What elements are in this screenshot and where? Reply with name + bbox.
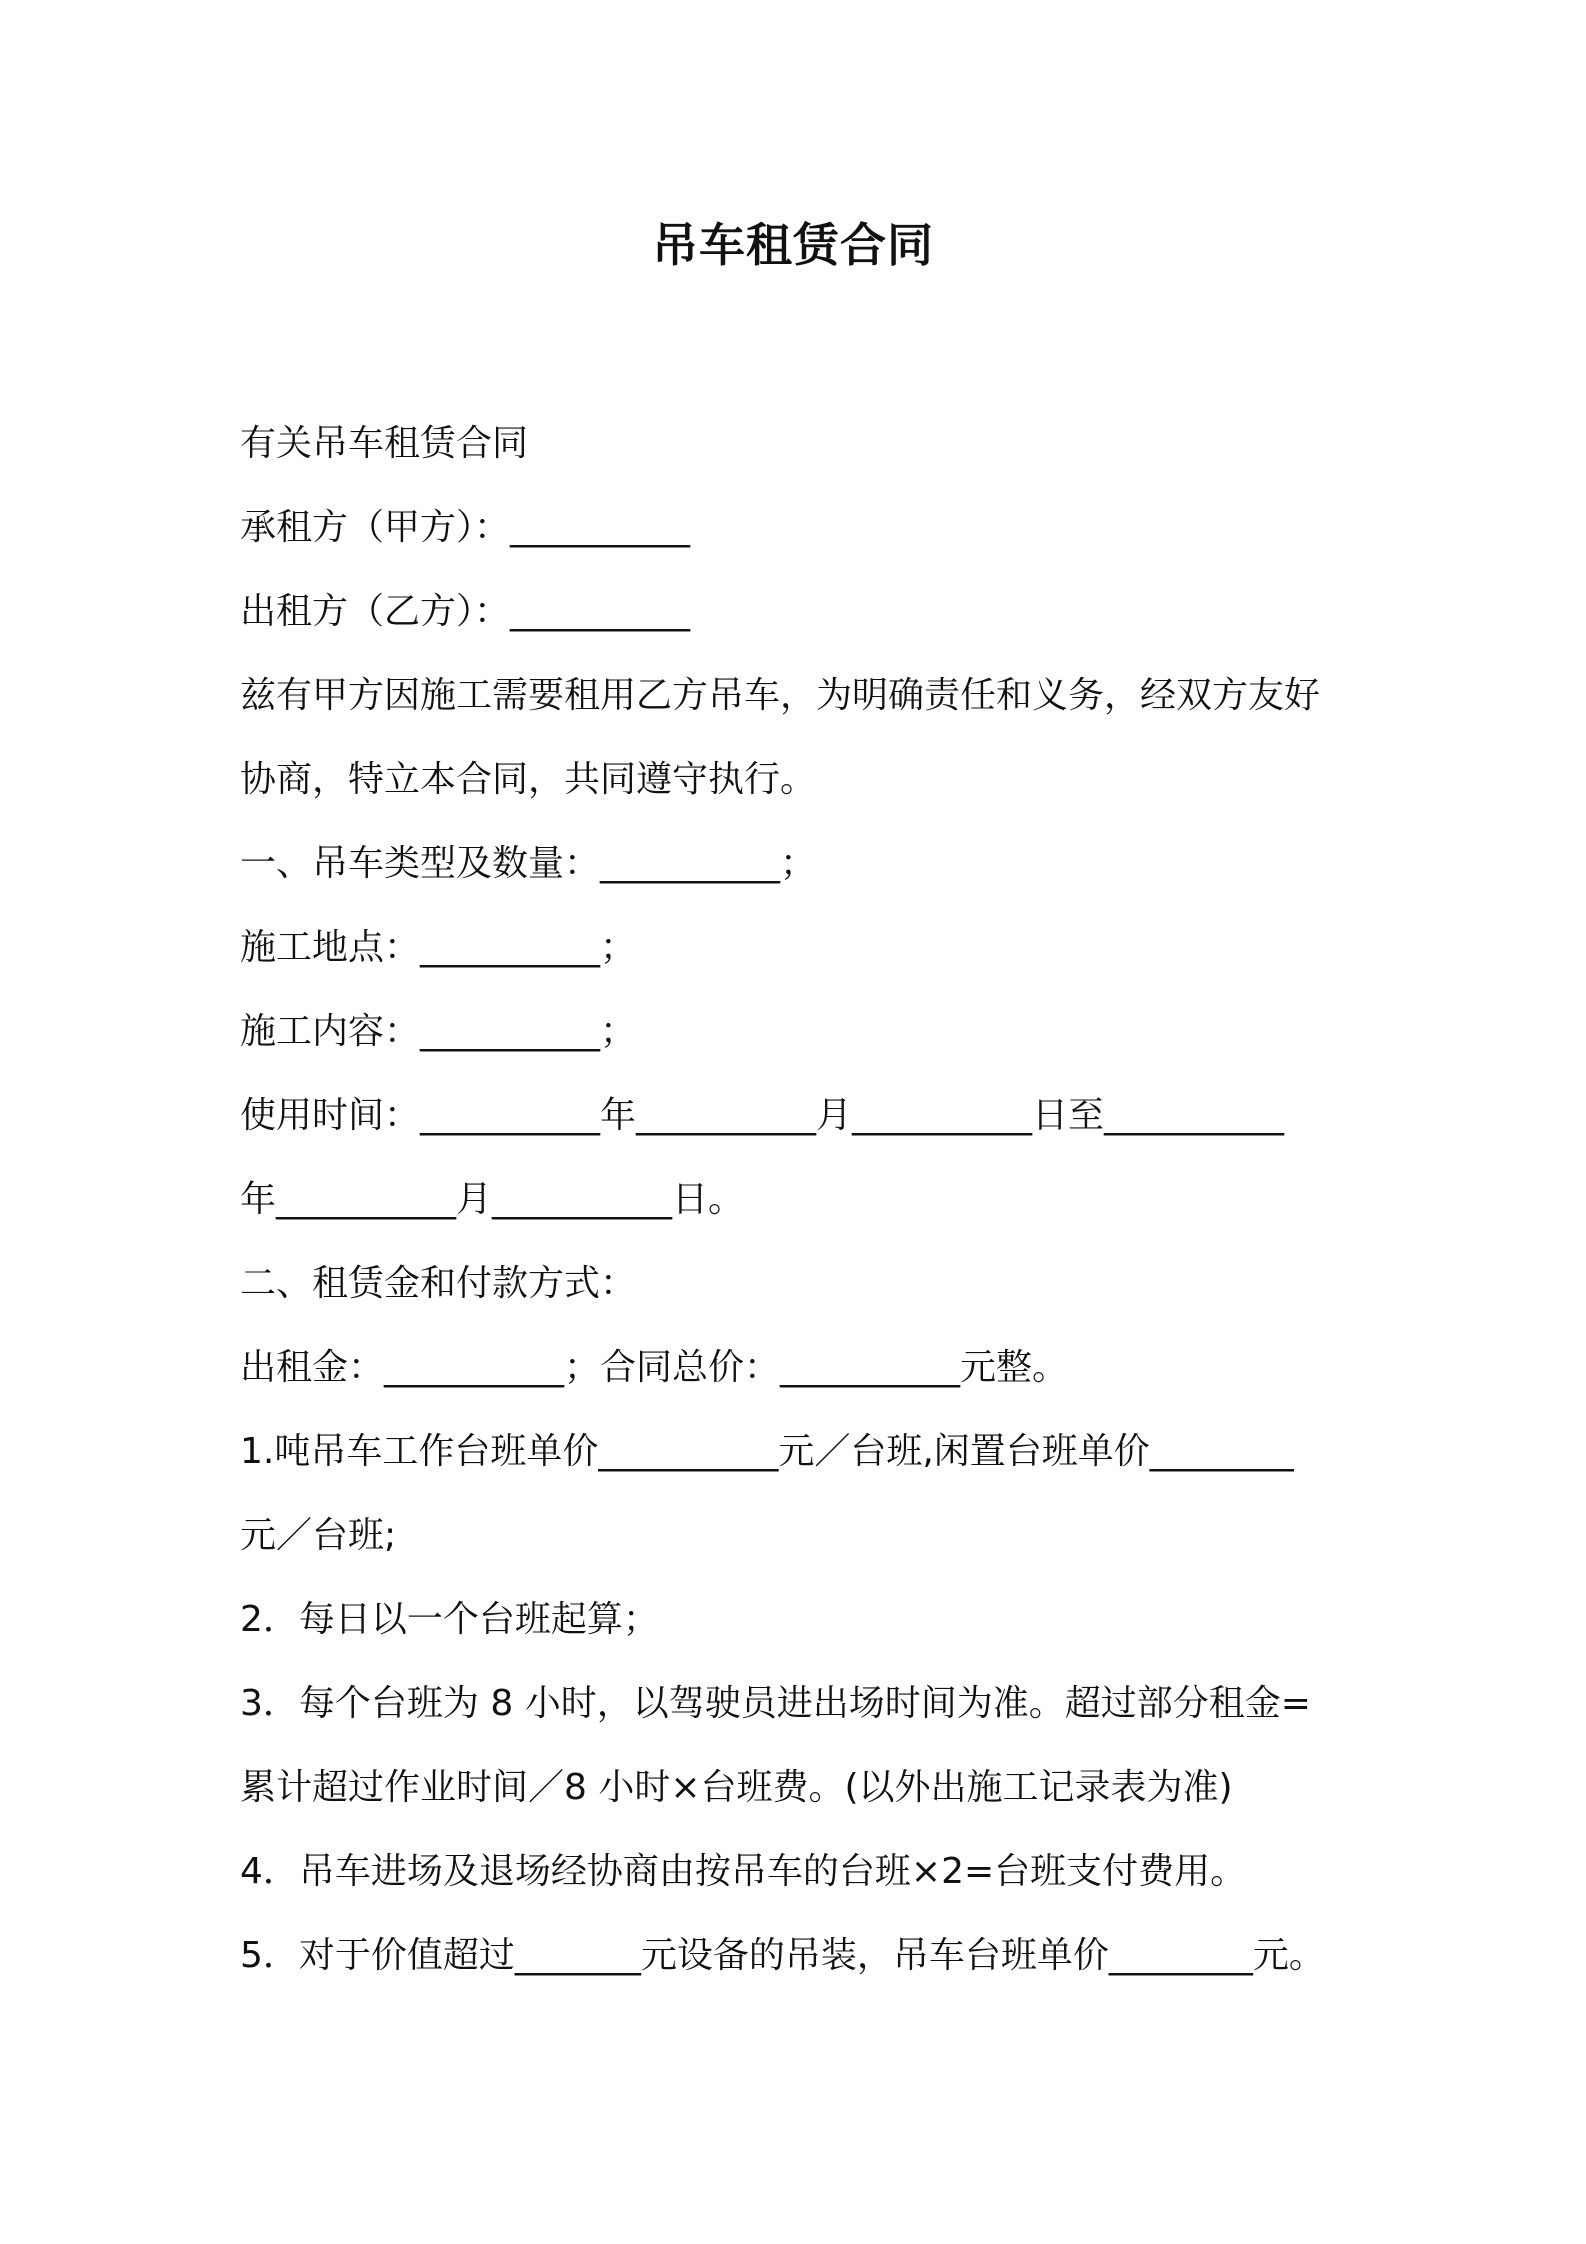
preamble-line-2: 协商，特立本合同，共同遵守执行。 — [240, 759, 817, 800]
site-location-field: 施工地点：__________； — [240, 927, 637, 968]
clause-4: 4．吊车进场及退场经协商由按吊车的台班×2=台班支付费用。 — [240, 1851, 1247, 1892]
rent-total-field: 出租金：__________；合同总价：__________元整。 — [240, 1347, 1069, 1388]
usage-period-line-1: 使用时间：__________年__________月__________日至__________ — [240, 1095, 1285, 1136]
clause-5: 5．对于价值超过_______元设备的吊装，吊车台班单价________元。 — [240, 1935, 1325, 1976]
document-body — [240, 402, 1360, 1998]
clause-1-line-1: 1.吨吊车工作台班单价__________元／台班,闲置台班单价________ — [240, 1431, 1294, 1472]
usage-period-line-2: 年__________月__________日。 — [240, 1179, 745, 1220]
work-content-field: 施工内容：__________； — [240, 1011, 637, 1052]
clause-3-line-1: 3．每个台班为 8 小时，以驾驶员进出场时间为准。超过部分租金= — [240, 1683, 1311, 1724]
section-heading-payment: 二、租赁金和付款方式： — [240, 1263, 637, 1304]
crane-type-field: 一、吊车类型及数量：__________； — [240, 843, 817, 884]
heading-line: 有关吊车租赁合同 — [240, 423, 529, 464]
preamble-line-1: 兹有甲方因施工需要租用乙方吊车，为明确责任和义务，经双方友好 — [240, 675, 1321, 716]
clause-3-line-2: 累计超过作业时间／8 小时×台班费。(以外出施工记录表为准) — [240, 1767, 1233, 1808]
clause-1-line-2: 元／台班; — [240, 1515, 397, 1556]
lessee-field: 承租方（甲方）：__________ — [240, 507, 691, 548]
lessor-field: 出租方（乙方）：__________ — [240, 591, 691, 632]
clause-2: 2．每日以一个台班起算； — [240, 1599, 659, 1640]
document-title: 吊车租赁合同 — [652, 218, 934, 272]
